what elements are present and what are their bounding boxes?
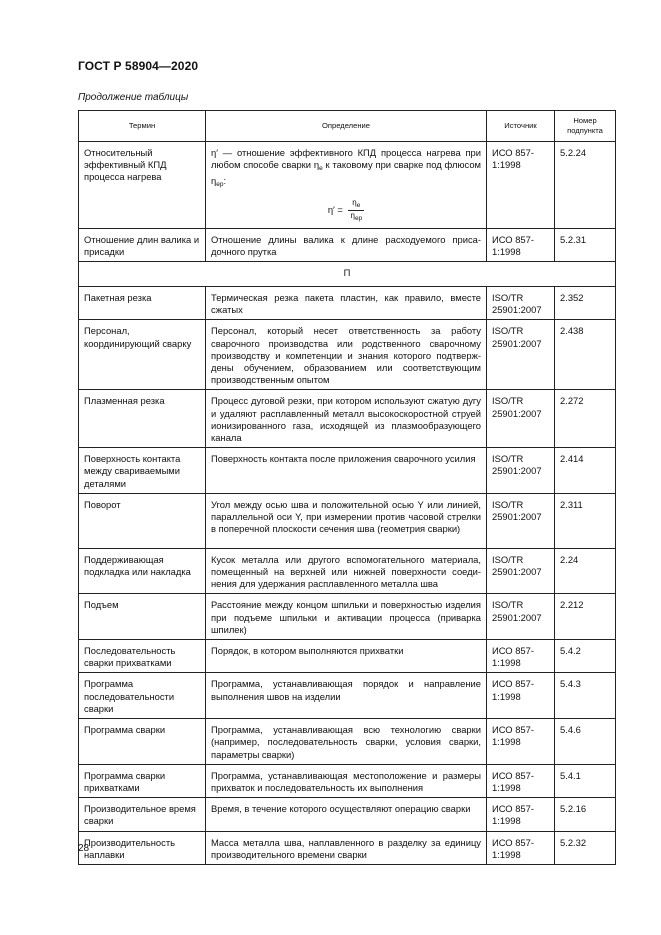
source-cell: ISO/TR 25901:2007 bbox=[487, 594, 555, 640]
term-cell: Подъем bbox=[79, 594, 206, 640]
section-row bbox=[79, 262, 616, 287]
column-header-clause-line1: Номер bbox=[573, 116, 597, 125]
clause-cell: 2.414 bbox=[555, 448, 616, 494]
table-row bbox=[79, 320, 616, 390]
table-continuation-label: Продолжение таблицы bbox=[78, 92, 189, 103]
definition-cell: Кусок металла или другого вспомогательного материала, помещенный на верхней или нижней поверхности соединения для удержания расплавленного металла шва bbox=[206, 548, 487, 594]
clause-cell: 2.24 bbox=[555, 548, 616, 594]
definition-cell: Персонал, который несет ответственность за работу сварочного производства или родственного сварочному производству и компетенции и знания которого подтверждены обучением, образованием или соответствующим производственным опытом bbox=[206, 320, 487, 390]
table-row bbox=[79, 594, 616, 640]
page-number: 28 bbox=[78, 843, 90, 854]
table-row bbox=[79, 142, 616, 229]
definition-cell: Термическая резка пакета пластин, как правило, вместе сжатых bbox=[206, 287, 487, 320]
definition-cell: Программа, устанавливающая местоположение и размеры прихваток и последовательность их выполнения bbox=[206, 764, 487, 797]
source-cell: ISO/TR 25901:2007 bbox=[487, 390, 555, 448]
definition-cell: Процесс дуговой резки, при котором используют сжатую дугу и удаляют расплавленный металл высокоскоростной струей ионизированного газа, исходящей из плазмообразующего канала bbox=[206, 390, 487, 448]
definition-cell: Угол между осью шва и положительной осью Y или линией, параллельной оси Y, при измерении против часовой стрелки в поперечной плоскости сечения шва (геометрия сварки) bbox=[206, 493, 487, 548]
term-cell: Персонал, координирующий сварку bbox=[79, 320, 206, 390]
term-cell: Плазменная резка bbox=[79, 390, 206, 448]
clause-cell: 5.4.2 bbox=[555, 640, 616, 673]
term-cell: Программа последовательности сварки bbox=[79, 673, 206, 719]
source-cell: ИСО 857-1:1998 bbox=[487, 764, 555, 797]
term-cell: Программа сварки bbox=[79, 719, 206, 765]
clause-cell: 2.311 bbox=[555, 493, 616, 548]
term-cell: Поверхность контакта между свариваемыми деталями bbox=[79, 448, 206, 494]
table-row bbox=[79, 287, 616, 320]
column-header-source: Источник bbox=[487, 111, 555, 142]
source-cell: ИСО 857-1:1998 bbox=[487, 228, 555, 261]
term-cell: Относительный эффективный КПД процесса нагрева bbox=[79, 142, 206, 229]
formula-denominator: $\eta_{eр}$ bbox=[350, 210, 363, 222]
table-row bbox=[79, 831, 616, 864]
definition-cell: Программа, устанавливающая всю технологию сварки (например, последовательность сварки, условия сварки, параметры сварки) bbox=[206, 719, 487, 765]
terms-table bbox=[78, 110, 616, 865]
term-cell: Программа сварки прихватками bbox=[79, 764, 206, 797]
table-row bbox=[79, 673, 616, 719]
definition-cell: Программа, устанавливающая порядок и направление выполнения швов на изделии bbox=[206, 673, 487, 719]
clause-cell: 5.2.24 bbox=[555, 142, 616, 229]
column-header-definition: Определение bbox=[206, 111, 487, 142]
clause-cell: 5.4.1 bbox=[555, 764, 616, 797]
table-row bbox=[79, 448, 616, 494]
column-header-clause-line2: подпункта bbox=[567, 126, 603, 135]
term-cell: Производительное время сварки bbox=[79, 798, 206, 831]
formula-numerator: $\eta_e$ bbox=[348, 198, 364, 211]
source-cell: ИСО 857-1:1998 bbox=[487, 798, 555, 831]
definition-cell: Расстояние между концом шпильки и поверхностью изделия при подъеме шпильки и активации процесса (приварка шпилек) bbox=[206, 594, 487, 640]
definition-cell bbox=[206, 142, 487, 229]
clause-cell: 2.272 bbox=[555, 390, 616, 448]
source-cell: ИСО 857-1:1998 bbox=[487, 640, 555, 673]
definition-cell: Порядок, в котором выполняются прихватки bbox=[206, 640, 487, 673]
clause-cell: 2.352 bbox=[555, 287, 616, 320]
term-cell: Пакетная резка bbox=[79, 287, 206, 320]
source-cell: ISO/TR 25901:2007 bbox=[487, 287, 555, 320]
table-row bbox=[79, 228, 616, 261]
clause-cell: 5.2.32 bbox=[555, 831, 616, 864]
source-cell: ISO/TR 25901:2007 bbox=[487, 493, 555, 548]
column-header-clause bbox=[555, 111, 616, 142]
term-cell: Поддерживающая подкладка или накладка bbox=[79, 548, 206, 594]
source-cell: ISO/TR 25901:2007 bbox=[487, 448, 555, 494]
table-row bbox=[79, 390, 616, 448]
term-cell: Производительность наплавки bbox=[79, 831, 206, 864]
definition-cell: Масса металла шва, наплавленного в разделку за единицу производительного времени сварки bbox=[206, 831, 487, 864]
clause-cell: 5.2.31 bbox=[555, 228, 616, 261]
document-header: ГОСТ Р 58904—2020 bbox=[78, 59, 199, 73]
formula-fraction bbox=[348, 198, 364, 223]
table-row bbox=[79, 640, 616, 673]
efficiency-formula bbox=[211, 192, 481, 225]
clause-cell: 5.4.6 bbox=[555, 719, 616, 765]
formula-lhs: η′ = bbox=[327, 203, 343, 215]
source-cell: ISO/TR 25901:2007 bbox=[487, 548, 555, 594]
table-row bbox=[79, 493, 616, 548]
clause-cell: 2.212 bbox=[555, 594, 616, 640]
source-cell: ИСО 857-1:1998 bbox=[487, 719, 555, 765]
table-row bbox=[79, 798, 616, 831]
definition-text: η′ — отношение эффективного КПД процесса нагрева при любом способе сварки $\eta_e$ к таковому при сварке под флюсом $\eta_{eр}$: bbox=[211, 147, 481, 189]
definition-cell: Время, в течение которого осуществляют операцию сварки bbox=[206, 798, 487, 831]
column-header-term: Термин bbox=[79, 111, 206, 142]
table-row bbox=[79, 764, 616, 797]
term-cell: Поворот bbox=[79, 493, 206, 548]
term-cell: Последовательность сварки прихватками bbox=[79, 640, 206, 673]
source-cell: ИСО 857-1:1998 bbox=[487, 831, 555, 864]
table-row bbox=[79, 548, 616, 594]
term-cell: Отношение длин валика и присадки bbox=[79, 228, 206, 261]
definition-cell: Поверхность контакта после приложения сварочного усилия bbox=[206, 448, 487, 494]
clause-cell: 5.4.3 bbox=[555, 673, 616, 719]
source-cell: ISO/TR 25901:2007 bbox=[487, 320, 555, 390]
clause-cell: 2.438 bbox=[555, 320, 616, 390]
definition-cell: Отношение длины валика к длине расходуемого присадочного прутка bbox=[206, 228, 487, 261]
source-cell: ИСО 857-1:1998 bbox=[487, 142, 555, 229]
section-letter: П bbox=[79, 262, 616, 287]
source-cell: ИСО 857-1:1998 bbox=[487, 673, 555, 719]
clause-cell: 5.2.16 bbox=[555, 798, 616, 831]
table-header-row bbox=[79, 111, 616, 142]
table-row bbox=[79, 719, 616, 765]
